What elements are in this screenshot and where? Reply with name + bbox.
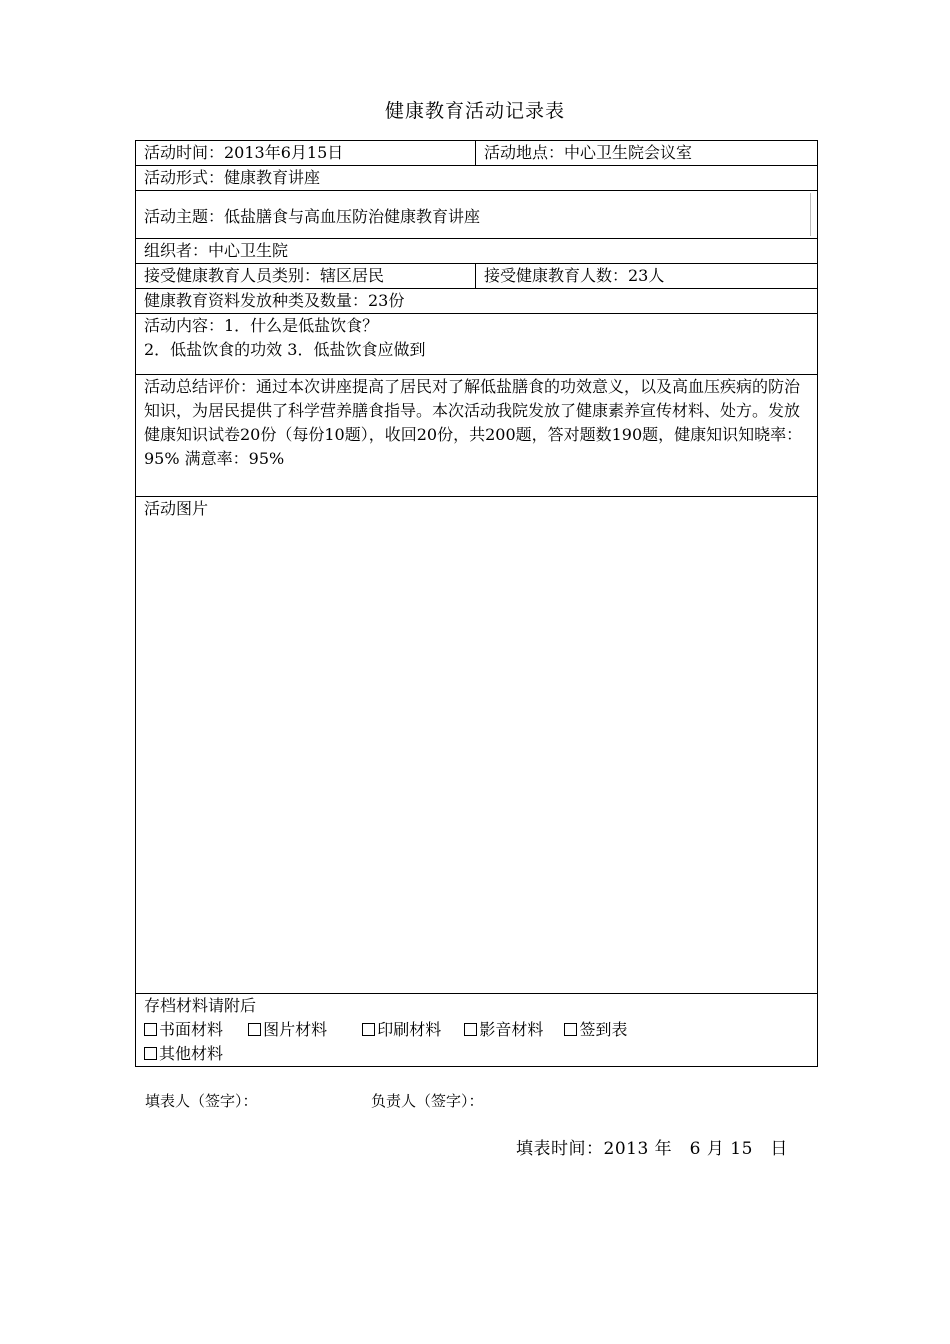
filler-signature-label: 填表人（签字）：: [145, 1092, 258, 1110]
activity-time: 活动时间：2013年6月15日: [136, 141, 476, 166]
target-count: 接受健康教育人数：23人: [476, 264, 818, 289]
archive-label: 存档材料请附后: [144, 996, 257, 1015]
target-type: 接受健康教育人员类别：辖区居民: [136, 264, 476, 289]
responsible-signature-label: 负责人（签字）：: [371, 1092, 484, 1110]
archive-options-row: [144, 1018, 809, 1042]
fill-date: 填表时间：2013 年 6 月 15 日: [516, 1139, 788, 1159]
photo-label: 活动图片: [144, 499, 209, 518]
checkbox-picture-materials[interactable]: 图片材料: [248, 1018, 327, 1042]
checkbox-box[interactable]: [362, 1023, 375, 1036]
content-line: 2．低盐饮食的功效 3．低盐饮食应做到: [144, 340, 426, 359]
checkbox-written-materials[interactable]: 书面材料: [144, 1018, 223, 1042]
checkbox-box[interactable]: [564, 1023, 577, 1036]
checkbox-box[interactable]: [144, 1023, 157, 1036]
checkbox-printed-materials[interactable]: 印刷材料: [362, 1018, 441, 1042]
activity-location: 活动地点：中心卫生院会议室: [476, 141, 818, 166]
checkbox-box[interactable]: [144, 1047, 157, 1060]
record-table: [135, 140, 818, 1067]
materials-distributed: 健康教育资料发放种类及数量：23份: [136, 289, 818, 314]
organizer: 组织者：中心卫生院: [136, 239, 818, 264]
archive-materials-cell: [136, 994, 818, 1067]
checkbox-sign-in-sheet[interactable]: 签到表: [564, 1018, 627, 1042]
checkbox-audio-video-materials[interactable]: 影音材料: [464, 1018, 543, 1042]
cell-inner-rule: [810, 193, 811, 236]
checkbox-box[interactable]: [248, 1023, 261, 1036]
activity-content-cell: [136, 314, 818, 375]
content-line: 活动内容：1．什么是低盐饮食？: [144, 316, 379, 335]
activity-theme: 活动主题：低盐膳食与高血压防治健康教育讲座: [144, 207, 481, 226]
archive-options-row: [144, 1042, 809, 1066]
checkbox-box[interactable]: [464, 1023, 477, 1036]
activity-photo-area: [136, 497, 818, 994]
page-title: 健康教育活动记录表: [384, 100, 565, 122]
activity-form: 活动形式：健康教育讲座: [136, 166, 818, 191]
activity-summary: 活动总结评价：通过本次讲座提高了居民对了解低盐膳食的功效意义，以及高血压疾病的防治知识，为居民提供了科学营养膳食指导。本次活动我院发放了健康素养宣传材料、处方。发放健康知识试卷20份（每份10题），收回20份，共200题，答对题数190题，健康知识知晓率：95% 满意率：95%: [136, 375, 818, 497]
activity-theme-cell: [136, 191, 818, 239]
checkbox-other-materials[interactable]: 其他材料: [144, 1042, 223, 1066]
